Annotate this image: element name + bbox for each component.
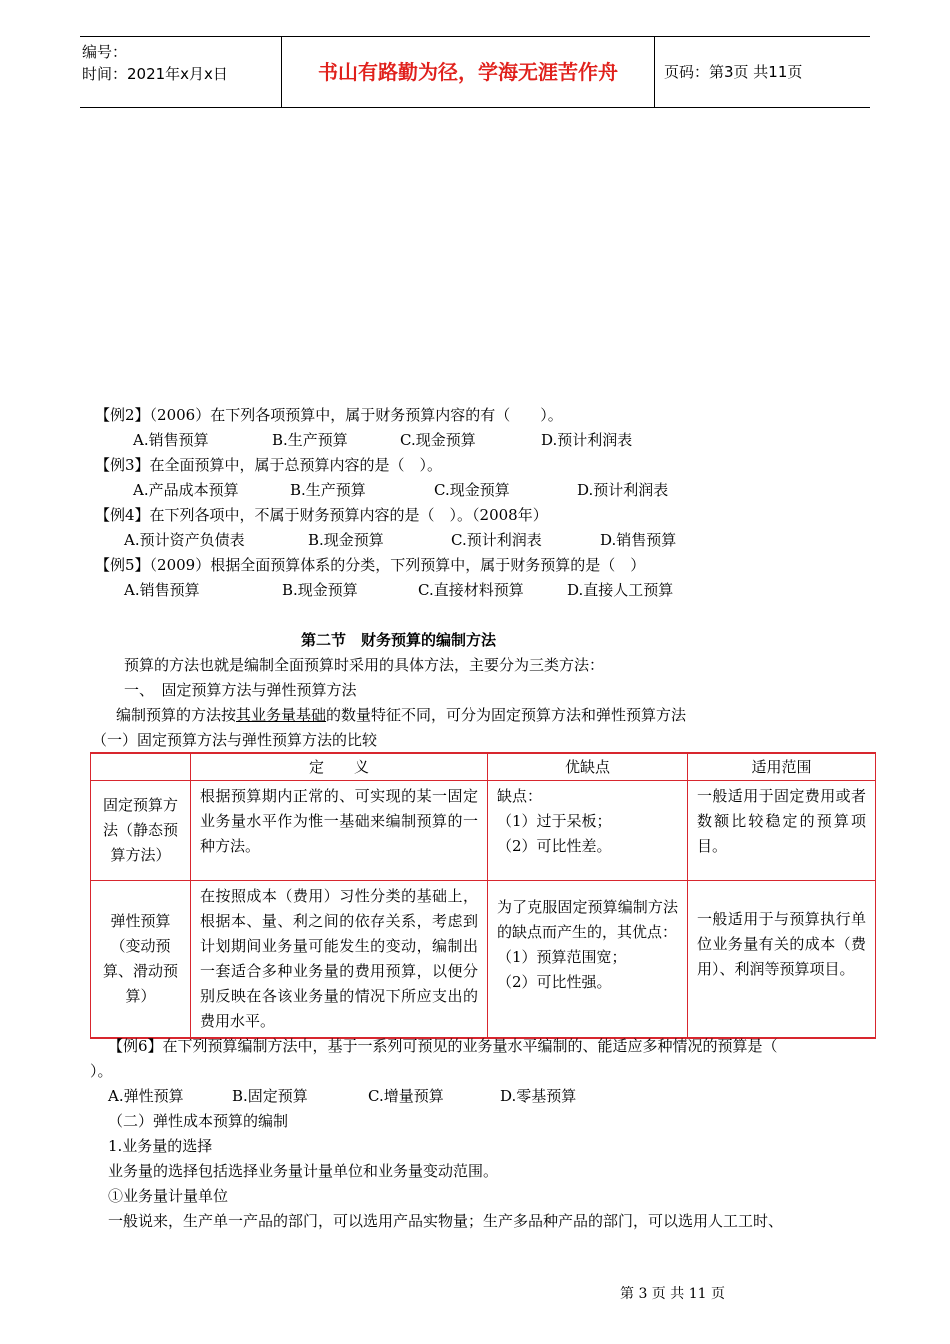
section-title: 第二节 财务预算的编制方法 xyxy=(301,631,497,649)
option: D.预计利润表 xyxy=(577,481,669,499)
option: A.弹性预算 xyxy=(108,1087,184,1105)
option: A.销售预算 xyxy=(133,431,209,449)
example-question: 【例5】（2009）根据全面预算体系的分类，下列预算中，属于财务预算的是（ ） xyxy=(95,556,646,574)
header-divider xyxy=(654,37,655,107)
table-header-cell: 定 义 xyxy=(191,753,488,781)
subsection-heading: （二）弹性成本预算的编制 xyxy=(108,1112,289,1130)
basis-text: 的数量特征不同，可分为固定预算方法和弹性预算方法 xyxy=(326,706,687,724)
basis-underlined: 其业务量基础 xyxy=(236,706,327,724)
example-question: 【例2】（2006）在下列各项预算中，属于财务预算内容的有（ ）。 xyxy=(95,406,563,424)
table-row xyxy=(91,881,876,1039)
paragraph: 1.业务量的选择 xyxy=(108,1137,213,1155)
option: C.增量预算 xyxy=(368,1087,444,1105)
example-question: 【例6】在下列预算编制方法中，基于一系列可预见的业务量水平编制的、能适应多种情况的预算是（ xyxy=(108,1037,778,1055)
option: B.生产预算 xyxy=(272,431,348,449)
example-question: 【例4】在下列各项中，不属于财务预算内容的是（ ）。（2008年） xyxy=(95,506,548,524)
table-header-cell: 优缺点 xyxy=(488,753,688,781)
method-name: 弹性预算（变动预算、滑动预算） xyxy=(91,881,191,1039)
method-definition: 在按照成本（费用）习性分类的基础上，根据本、量、利之间的依存关系，考虑到计划期间业务量可能发生的变动，编制出一套适合多种业务量的费用预算，以便分别反映在各该业务量的情况下所应支出的费用水平。 xyxy=(191,881,488,1039)
method-pros-cons xyxy=(488,881,688,1039)
pros-cons-line: （1）预算范围宽； xyxy=(497,948,627,966)
page-header xyxy=(80,36,870,108)
motto: 书山有路勤为径，学海无涯苦作舟 xyxy=(318,60,618,84)
header-meta xyxy=(82,41,282,85)
pros-cons-line: 为了克服固定预算编制方法的缺点而产生的，其优点： xyxy=(497,898,678,941)
paragraph: 一般说来，生产单一产品的部门，可以选用产品实物量；生产多品种产品的部门，可以选用人工工时、 xyxy=(108,1212,784,1230)
option: B.现金预算 xyxy=(308,531,384,549)
compare-title: （一）固定预算方法与弹性预算方法的比较 xyxy=(92,731,378,749)
method-pros-cons xyxy=(488,781,688,881)
pros-cons-line: （2）可比性差。 xyxy=(497,837,612,855)
table-header-cell xyxy=(91,753,191,781)
basis-text: 编制预算的方法按 xyxy=(116,706,237,724)
page-label: 页码：第3页 共11页 xyxy=(664,63,803,81)
number-label: 编号： xyxy=(82,43,128,61)
section-intro: 预算的方法也就是编制全面预算时采用的具体方法，主要分为三类方法： xyxy=(124,656,605,674)
option: B.生产预算 xyxy=(290,481,366,499)
method-name: 固定预算方法（静态预算方法） xyxy=(91,781,191,881)
option: A.产品成本预算 xyxy=(133,481,239,499)
option: A.销售预算 xyxy=(124,581,200,599)
basis-sentence xyxy=(116,704,686,726)
subsection-heading: 一、 固定预算方法与弹性预算方法 xyxy=(124,681,357,699)
pros-cons-line: （2）可比性强。 xyxy=(497,973,612,991)
pros-cons-line: 缺点： xyxy=(497,787,543,805)
example-question: 【例3】在全面预算中，属于总预算内容的是（ ）。 xyxy=(95,456,443,474)
table-header-row xyxy=(91,753,876,781)
option: B.固定预算 xyxy=(232,1087,308,1105)
date-label: 时间：2021年x月x日 xyxy=(82,65,228,83)
option: D.销售预算 xyxy=(600,531,677,549)
table-row xyxy=(91,781,876,881)
option: A.预计资产负债表 xyxy=(124,531,245,549)
comparison-table xyxy=(90,752,876,1039)
option: C.现金预算 xyxy=(400,431,476,449)
method-definition: 根据预算期内正常的、可实现的某一固定业务量水平作为惟一基础来编制预算的一种方法。 xyxy=(191,781,488,881)
option: C.现金预算 xyxy=(434,481,510,499)
method-scope: 一般适用于与预算执行单位业务量有关的成本（费用）、利润等预算项目。 xyxy=(688,881,876,1039)
pros-cons-line: （1）过于呆板； xyxy=(497,812,612,830)
option: C.预计利润表 xyxy=(451,531,542,549)
paragraph: ①业务量计量单位 xyxy=(108,1187,229,1205)
option: D.预计利润表 xyxy=(541,431,633,449)
option: D.直接人工预算 xyxy=(567,581,674,599)
option: B.现金预算 xyxy=(282,581,358,599)
paragraph: 业务量的选择包括选择业务量计量单位和业务量变动范围。 xyxy=(108,1162,499,1180)
table-header-cell: 适用范围 xyxy=(688,753,876,781)
example-question-end: ）。 xyxy=(90,1062,113,1080)
page-footer: 第 3 页 共 11 页 xyxy=(620,1286,725,1302)
option: D.零基预算 xyxy=(500,1087,577,1105)
method-scope: 一般适用于固定费用或者数额比较稳定的预算项目。 xyxy=(688,781,876,881)
option: C.直接材料预算 xyxy=(418,581,524,599)
